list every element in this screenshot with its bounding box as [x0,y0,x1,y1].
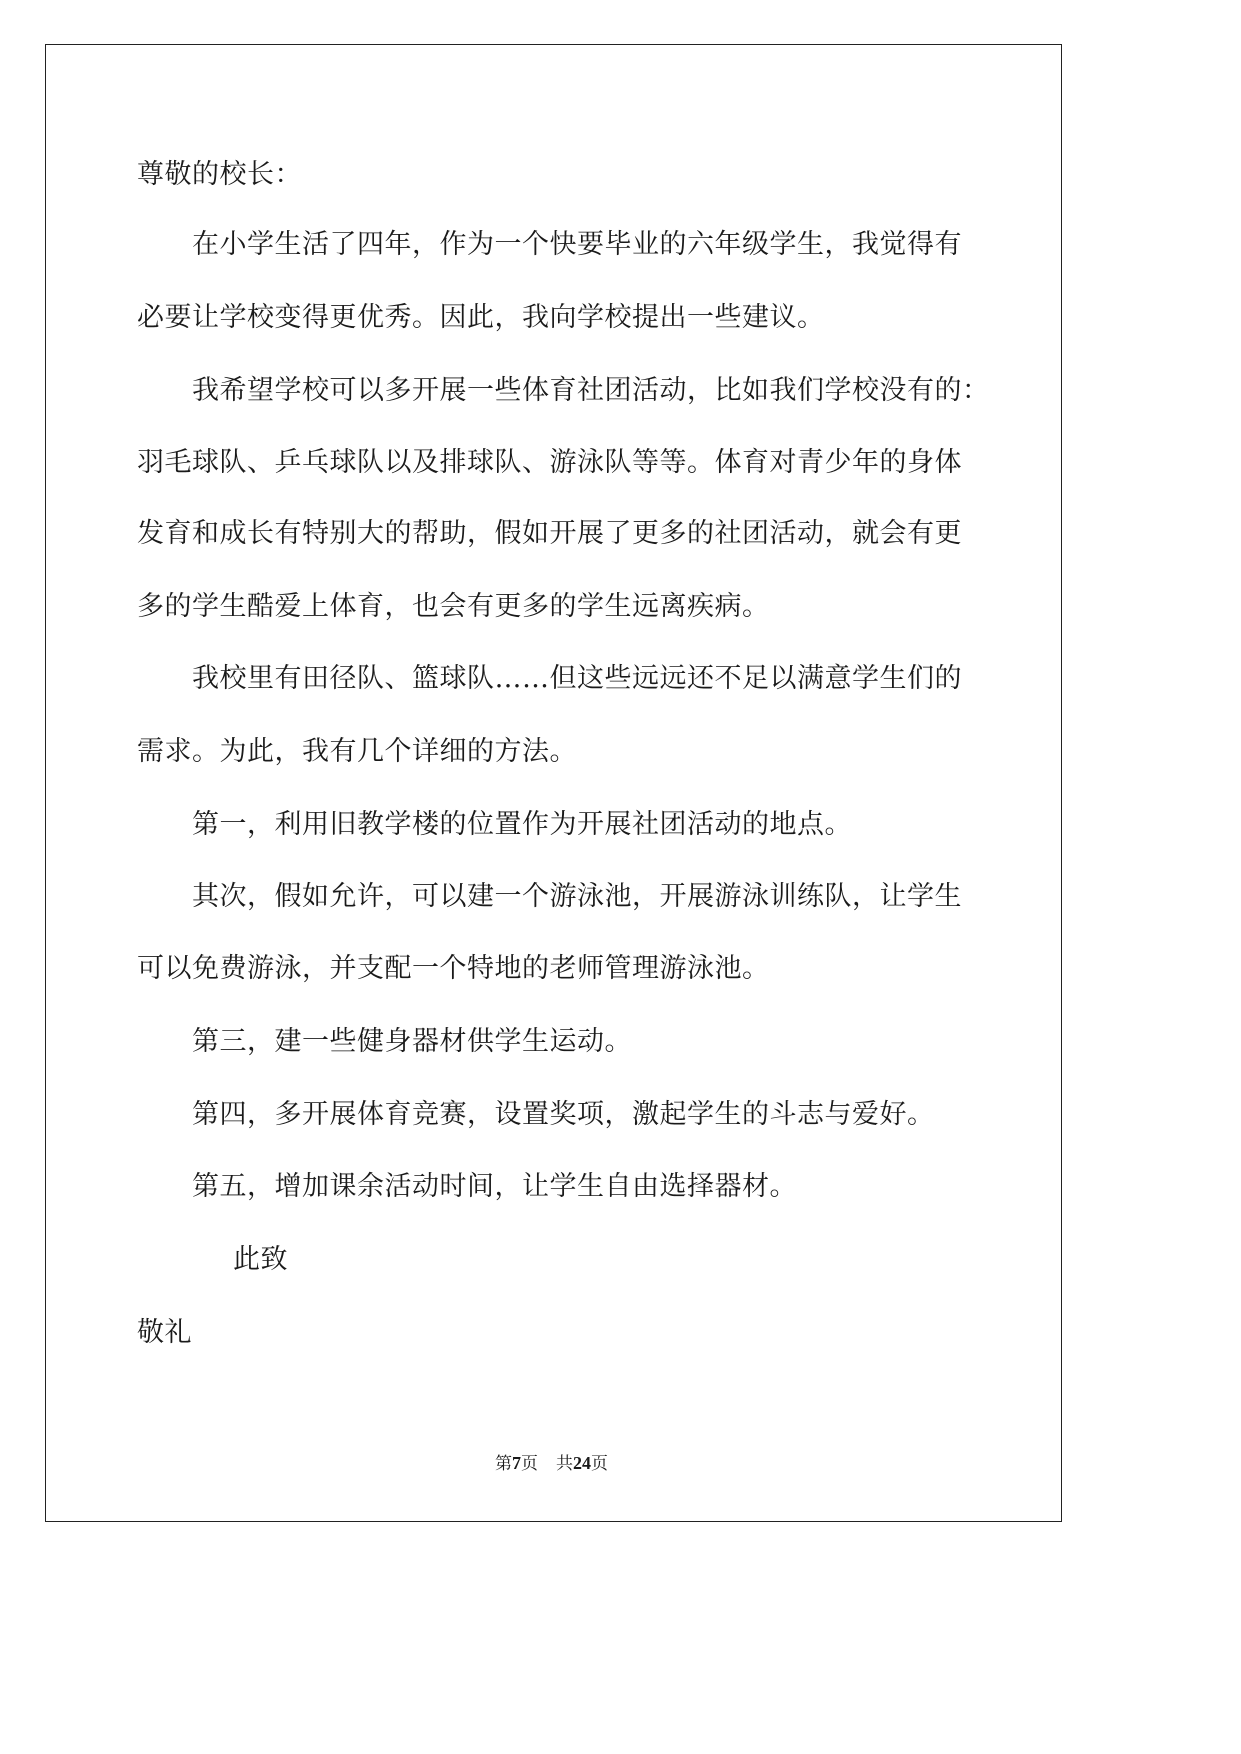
body-line: 发育和成长有特别大的帮助，假如开展了更多的社团活动，就会有更 [137,518,962,549]
footer-total-suffix: 页 [591,1454,608,1474]
page-border [45,44,1062,1522]
salutation: 尊敬的校长： [137,159,302,190]
page-footer [0,1452,1103,1475]
closing-regards: 敬礼 [137,1317,192,1348]
body-line: 第三，建一些健身器材供学生运动。 [192,1026,632,1057]
body-line: 需求。为此，我有几个详细的方法。 [137,736,577,767]
body-line: 其次，假如允许，可以建一个游泳池，开展游泳训练队，让学生 [192,881,962,912]
body-line: 在小学生活了四年，作为一个快要毕业的六年级学生，我觉得有 [192,229,962,260]
body-line: 我希望学校可以多开展一些体育社团活动，比如我们学校没有的： [192,375,990,406]
closing-line: 此致 [233,1244,288,1275]
body-line: 我校里有田径队、篮球队……但这些远远还不足以满意学生们的 [192,663,962,694]
footer-total-prefix: 共 [556,1454,573,1474]
body-line: 第五，增加课余活动时间，让学生自由选择器材。 [192,1171,797,1202]
total-pages-number: 24 [573,1453,591,1473]
footer-page-word: 页 [521,1454,538,1474]
body-line: 第四，多开展体育竞赛，设置奖项，激起学生的斗志与爱好。 [192,1099,935,1130]
body-line: 羽毛球队、乒乓球队以及排球队、游泳队等等。体育对青少年的身体 [137,447,962,478]
current-page-number: 7 [512,1453,521,1473]
body-line: 第一，利用旧教学楼的位置作为开展社团活动的地点。 [192,809,852,840]
footer-prefix: 第 [495,1454,512,1474]
body-line: 多的学生酷爱上体育，也会有更多的学生远离疾病。 [137,591,770,622]
body-line: 可以免费游泳，并支配一个特地的老师管理游泳池。 [137,953,770,984]
body-line: 必要让学校变得更优秀。因此，我向学校提出一些建议。 [137,302,825,333]
